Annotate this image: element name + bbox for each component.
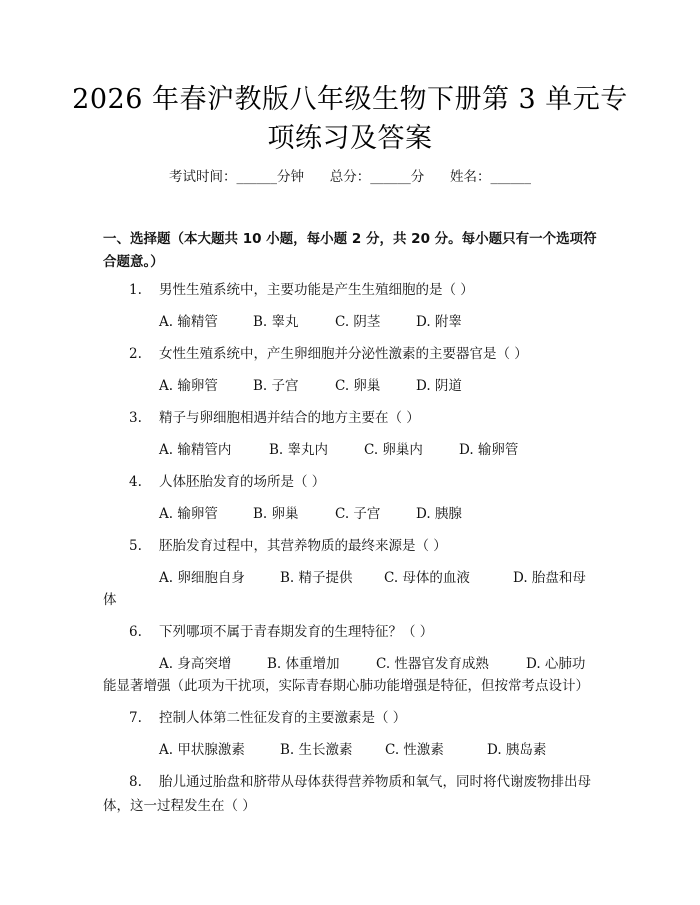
option-d: D. 胰腺	[416, 506, 462, 522]
option-c: C. 子宫	[335, 506, 381, 522]
option-c: C. 卵巢	[335, 378, 381, 394]
option-b: B. 生长激素	[280, 742, 353, 758]
question-6-option-wrap: 能显著增强（此项为干扰项，实际青春期心肺功能增强是特征，但按常考点设计）	[103, 678, 589, 694]
option-b: B. 精子提供	[280, 570, 353, 586]
question-stem: 人体胚胎发育的场所是（ ）	[159, 474, 326, 490]
section-heading-line-2: 合题意。）	[103, 254, 164, 270]
question-number: 5.	[129, 538, 142, 554]
total-score-label: 总分：	[329, 169, 371, 185]
option-d: D. 输卵管	[459, 442, 519, 458]
question-stem: 男性生殖系统中，主要功能是产生生殖细胞的是（ ）	[159, 282, 474, 298]
question-stem: 下列哪项不属于青春期发育的生理特征？（ ）	[159, 624, 434, 640]
option-d: D. 心肺功	[526, 656, 586, 672]
section-heading	[103, 228, 603, 274]
question-stem: 控制人体第二性征发育的主要激素是（ ）	[159, 710, 407, 726]
option-a: A. 输卵管	[159, 506, 218, 522]
name-blank: ______	[490, 169, 531, 185]
option-a: A. 输精管内	[159, 442, 232, 458]
exam-time-unit: 分钟	[277, 169, 304, 185]
option-c: C. 性器官发育成熟	[376, 656, 489, 672]
total-score-blank: ______	[370, 169, 411, 185]
section-heading-line-1: 一、选择题（本大题共 10 小题，每小题 2 分，共 20 分。每小题只有一个选项符	[103, 231, 597, 247]
total-score-unit: 分	[410, 169, 425, 185]
option-d: D. 胎盘和母	[513, 570, 586, 586]
question-stem: 胎儿通过胎盘和脐带从母体获得营养物质和氧气，同时将代谢废物排出母	[159, 774, 591, 790]
question-number: 3.	[129, 410, 142, 426]
option-b: B. 子宫	[253, 378, 299, 394]
question-number: 2.	[129, 346, 142, 362]
option-b: B. 睾丸内	[269, 442, 329, 458]
option-d: D. 胰岛素	[487, 742, 547, 758]
option-b: B. 卵巢	[253, 506, 299, 522]
option-c: C. 性激素	[385, 742, 444, 758]
exam-time-blank: ______	[236, 169, 277, 185]
option-c: C. 阴茎	[335, 314, 381, 330]
option-a: A. 输卵管	[159, 378, 218, 394]
option-d: D. 附睾	[416, 314, 462, 330]
option-a: A. 卵细胞自身	[159, 570, 245, 586]
question-stem: 女性生殖系统中，产生卵细胞并分泌性激素的主要器官是（ ）	[159, 346, 528, 362]
exam-meta-line	[0, 166, 700, 188]
question-8-stem-wrap: 体，这一过程发生在（ ）	[103, 798, 256, 814]
question-number: 6.	[129, 624, 142, 640]
document-title-line-1: 2026 年春沪教版八年级生物下册第 3 单元专	[72, 84, 628, 115]
question-stem: 胚胎发育过程中，其营养物质的最终来源是（ ）	[159, 538, 447, 554]
question-number: 1.	[129, 282, 142, 298]
option-c: C. 母体的血液	[384, 570, 470, 586]
option-c: C. 卵巢内	[364, 442, 423, 458]
option-a: A. 甲状腺激素	[159, 742, 245, 758]
option-a: A. 身高突增	[159, 656, 232, 672]
question-number: 8.	[129, 774, 142, 790]
option-b: B. 体重增加	[267, 656, 340, 672]
question-number: 4.	[129, 474, 142, 490]
option-a: A. 输精管	[159, 314, 218, 330]
option-b: B. 睾丸	[253, 314, 299, 330]
document-title-line-2: 项练习及答案	[267, 123, 433, 154]
question-stem: 精子与卵细胞相遇并结合的地方主要在（ ）	[159, 410, 420, 426]
exam-time-label: 考试时间：	[169, 169, 237, 185]
question-number: 7.	[129, 710, 142, 726]
question-5-option-wrap: 体	[103, 592, 117, 608]
name-label: 姓名：	[450, 169, 491, 185]
option-d: D. 阴道	[416, 378, 462, 394]
